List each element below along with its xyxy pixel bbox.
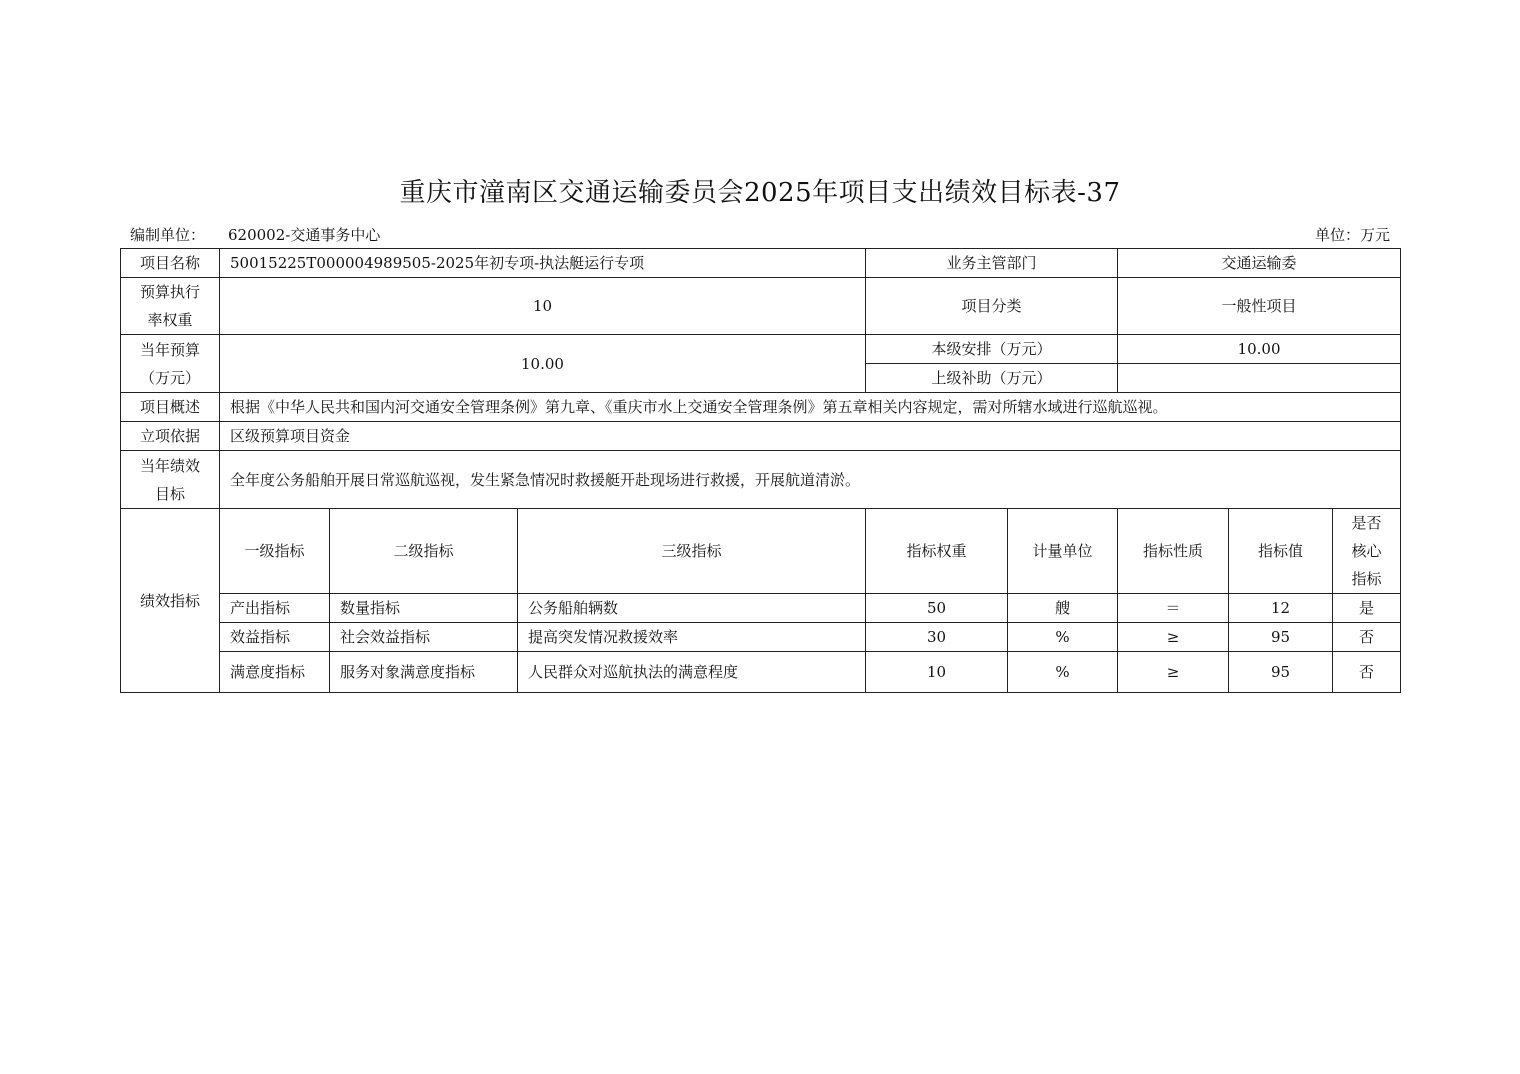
header-core bbox=[1333, 509, 1401, 594]
row3-value: 95 bbox=[1229, 652, 1333, 693]
row1-level1: 产出指标 bbox=[220, 594, 330, 623]
row2-unit: % bbox=[1008, 623, 1118, 652]
header-level2: 二级指标 bbox=[330, 509, 518, 594]
row3-nature: ≥ bbox=[1118, 652, 1229, 693]
row1-level3: 公务船舶辆数 bbox=[518, 594, 866, 623]
row2-weight: 30 bbox=[866, 623, 1008, 652]
row-basis bbox=[121, 422, 1401, 451]
row1-nature: ＝ bbox=[1118, 594, 1229, 623]
row-overview bbox=[121, 393, 1401, 422]
row-project-name bbox=[121, 249, 1401, 278]
local-value: 10.00 bbox=[1118, 335, 1401, 364]
table-row bbox=[121, 594, 1401, 623]
row1-value: 12 bbox=[1229, 594, 1333, 623]
overview-label: 项目概述 bbox=[121, 393, 220, 422]
row3-unit: % bbox=[1008, 652, 1118, 693]
row3-level1: 满意度指标 bbox=[220, 652, 330, 693]
header-level1: 一级指标 bbox=[220, 509, 330, 594]
subsidy-label: 上级补助（万元） bbox=[866, 364, 1118, 393]
row2-value: 95 bbox=[1229, 623, 1333, 652]
budget-label-line2: （万元） bbox=[139, 368, 200, 387]
indicator-header-row bbox=[121, 509, 1401, 594]
weight-label-line2: 率权重 bbox=[147, 311, 193, 329]
category-label: 项目分类 bbox=[866, 278, 1118, 335]
dept-label: 业务主管部门 bbox=[866, 249, 1118, 278]
goal-label-line1: 当年绩效 bbox=[139, 456, 200, 475]
table-row bbox=[121, 623, 1401, 652]
row2-nature: ≥ bbox=[1118, 623, 1229, 652]
goal-value: 全年度公务船舶开展日常巡航巡视，发生紧急情况时救援艇开赴现场进行救援，开展航道清淤。 bbox=[220, 451, 1401, 509]
org-value: 620002-交通事务中心 bbox=[228, 226, 381, 244]
row1-weight: 50 bbox=[866, 594, 1008, 623]
subsidy-value bbox=[1118, 364, 1401, 393]
header-level3: 三级指标 bbox=[518, 509, 866, 594]
budget-value: 10.00 bbox=[220, 335, 866, 393]
org-label: 编制单位： bbox=[130, 226, 206, 244]
indicators-label: 绩效指标 bbox=[121, 509, 220, 693]
row2-level3: 提高突发情况救援效率 bbox=[518, 623, 866, 652]
header-core-line1: 是否 bbox=[1351, 514, 1382, 532]
row3-level2: 服务对象满意度指标 bbox=[330, 652, 518, 693]
row1-unit: 艘 bbox=[1008, 594, 1118, 623]
page-title: 重庆市潼南区交通运输委员会2025年项目支出绩效目标表-37 bbox=[399, 178, 1121, 208]
row3-level3: 人民群众对巡航执法的满意程度 bbox=[518, 652, 866, 693]
category-value: 一般性项目 bbox=[1118, 278, 1401, 335]
row1-level2: 数量指标 bbox=[330, 594, 518, 623]
row-weight bbox=[121, 278, 1401, 335]
header-unit: 计量单位 bbox=[1008, 509, 1118, 594]
row-budget-local bbox=[121, 335, 1401, 364]
row2-core: 否 bbox=[1333, 623, 1401, 652]
project-name-value: 50015225T000004989505-2025年初专项-执法艇运行专项 bbox=[220, 249, 866, 278]
weight-value: 10 bbox=[220, 278, 866, 335]
row-goal bbox=[121, 451, 1401, 509]
dept-value: 交通运输委 bbox=[1118, 249, 1401, 278]
header-weight: 指标权重 bbox=[866, 509, 1008, 594]
goal-label bbox=[121, 451, 220, 509]
row3-weight: 10 bbox=[866, 652, 1008, 693]
row2-level2: 社会效益指标 bbox=[330, 623, 518, 652]
project-name-label: 项目名称 bbox=[121, 249, 220, 278]
weight-label bbox=[121, 278, 220, 335]
goal-label-line2: 目标 bbox=[154, 484, 185, 503]
header-core-line3: 指标 bbox=[1351, 570, 1382, 588]
basis-label: 立项依据 bbox=[121, 422, 220, 451]
overview-value: 根据《中华人民共和国内河交通安全管理条例》第九章、《重庆市水上交通安全管理条例》第五章相关内容规定，需对所辖水域进行巡航巡视。 bbox=[220, 393, 1401, 422]
unit-label: 单位：万元 bbox=[1314, 226, 1390, 244]
budget-label-line1: 当年预算 bbox=[139, 340, 200, 359]
header-core-line2: 核心 bbox=[1351, 542, 1382, 560]
performance-table bbox=[120, 248, 1401, 693]
budget-label bbox=[121, 335, 220, 393]
header-nature: 指标性质 bbox=[1118, 509, 1229, 594]
local-label: 本级安排（万元） bbox=[866, 335, 1118, 364]
table-row bbox=[121, 652, 1401, 693]
weight-label-line1: 预算执行 bbox=[139, 283, 200, 301]
header-value: 指标值 bbox=[1229, 509, 1333, 594]
org-info bbox=[130, 224, 380, 245]
basis-value: 区级预算项目资金 bbox=[220, 422, 1401, 451]
row1-core: 是 bbox=[1333, 594, 1401, 623]
row3-core: 否 bbox=[1333, 652, 1401, 693]
row2-level1: 效益指标 bbox=[220, 623, 330, 652]
